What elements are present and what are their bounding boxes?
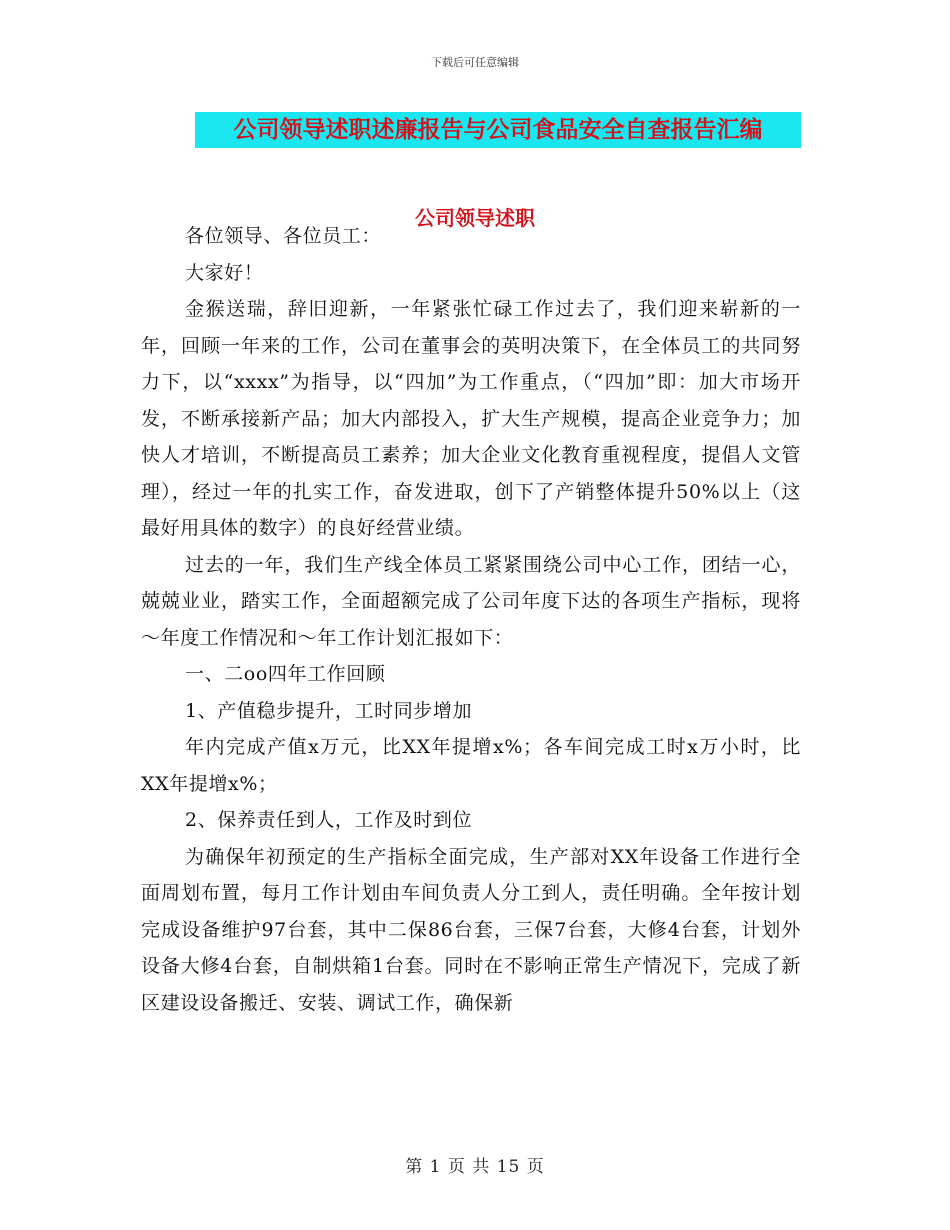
paragraph: 2、保养责任到人，工作及时到位 xyxy=(185,809,473,831)
paragraph: 各位领导、各位员工： xyxy=(185,225,382,247)
paragraph: 1、产值稳步提升，工时同步增加 xyxy=(185,699,473,722)
section-title: 公司领导述职 xyxy=(415,206,535,230)
paragraph: 大家好！ xyxy=(185,261,264,284)
paragraph: 年内完成产值x万元，比XX年提增x%；各车间完成工时x万小时，比XX年提增x%； xyxy=(141,736,801,795)
paragraph: 过去的一年，我们生产线全体员工紧紧围绕公司中心工作，团结一心，兢兢业业，踏实工作，全面超额完成了公司年度下达的各项生产指标，现将～年度工作情况和～年工作计划汇报如下： xyxy=(141,553,801,649)
paragraph: 为确保年初预定的生产指标全面完成，生产部对XX年设备工作进行全面周划布置，每月工作计划由车间负责人分工到人，责任明确。全年按计划完成设备维护97台套，其中二保86台套，三保7台套，大修4台套，计划外设备大修4台套，自制烘箱1台套。同时在不影响正常生产情况下，完成了新区建设设备搬迁、安装、调试工作，确保新 xyxy=(141,845,801,1014)
paragraph: 一、二oo四年工作回顾 xyxy=(185,663,386,685)
page-footer: 第 1 页 共 15 页 xyxy=(405,1157,545,1177)
header-note: 下载后可任意编辑 xyxy=(431,56,519,69)
document-title: 公司领导述职述廉报告与公司食品安全自查报告汇编 xyxy=(195,112,801,148)
paragraph: 金猴送瑞，辞旧迎新，一年紧张忙碌工作过去了，我们迎来崭新的一年，回顾一年来的工作，公司在董事会的英明决策下，在全体员工的共同努力下，以“xxxx”为指导，以“四加”为工作重点，（“四加”即：加大市场开发，不断承接新产品；加大内部投入，扩大生产规模，提高企业竞争力；加快人才培训，不断提高员工素养；加大企业文化教育重视程度，提倡人文管理），经过一年的扎实工作，奋发进取，创下了产销整体提升50%以上（这最好用具体的数字）的良好经营业绩。 xyxy=(141,298,801,539)
document-body xyxy=(141,218,801,1021)
